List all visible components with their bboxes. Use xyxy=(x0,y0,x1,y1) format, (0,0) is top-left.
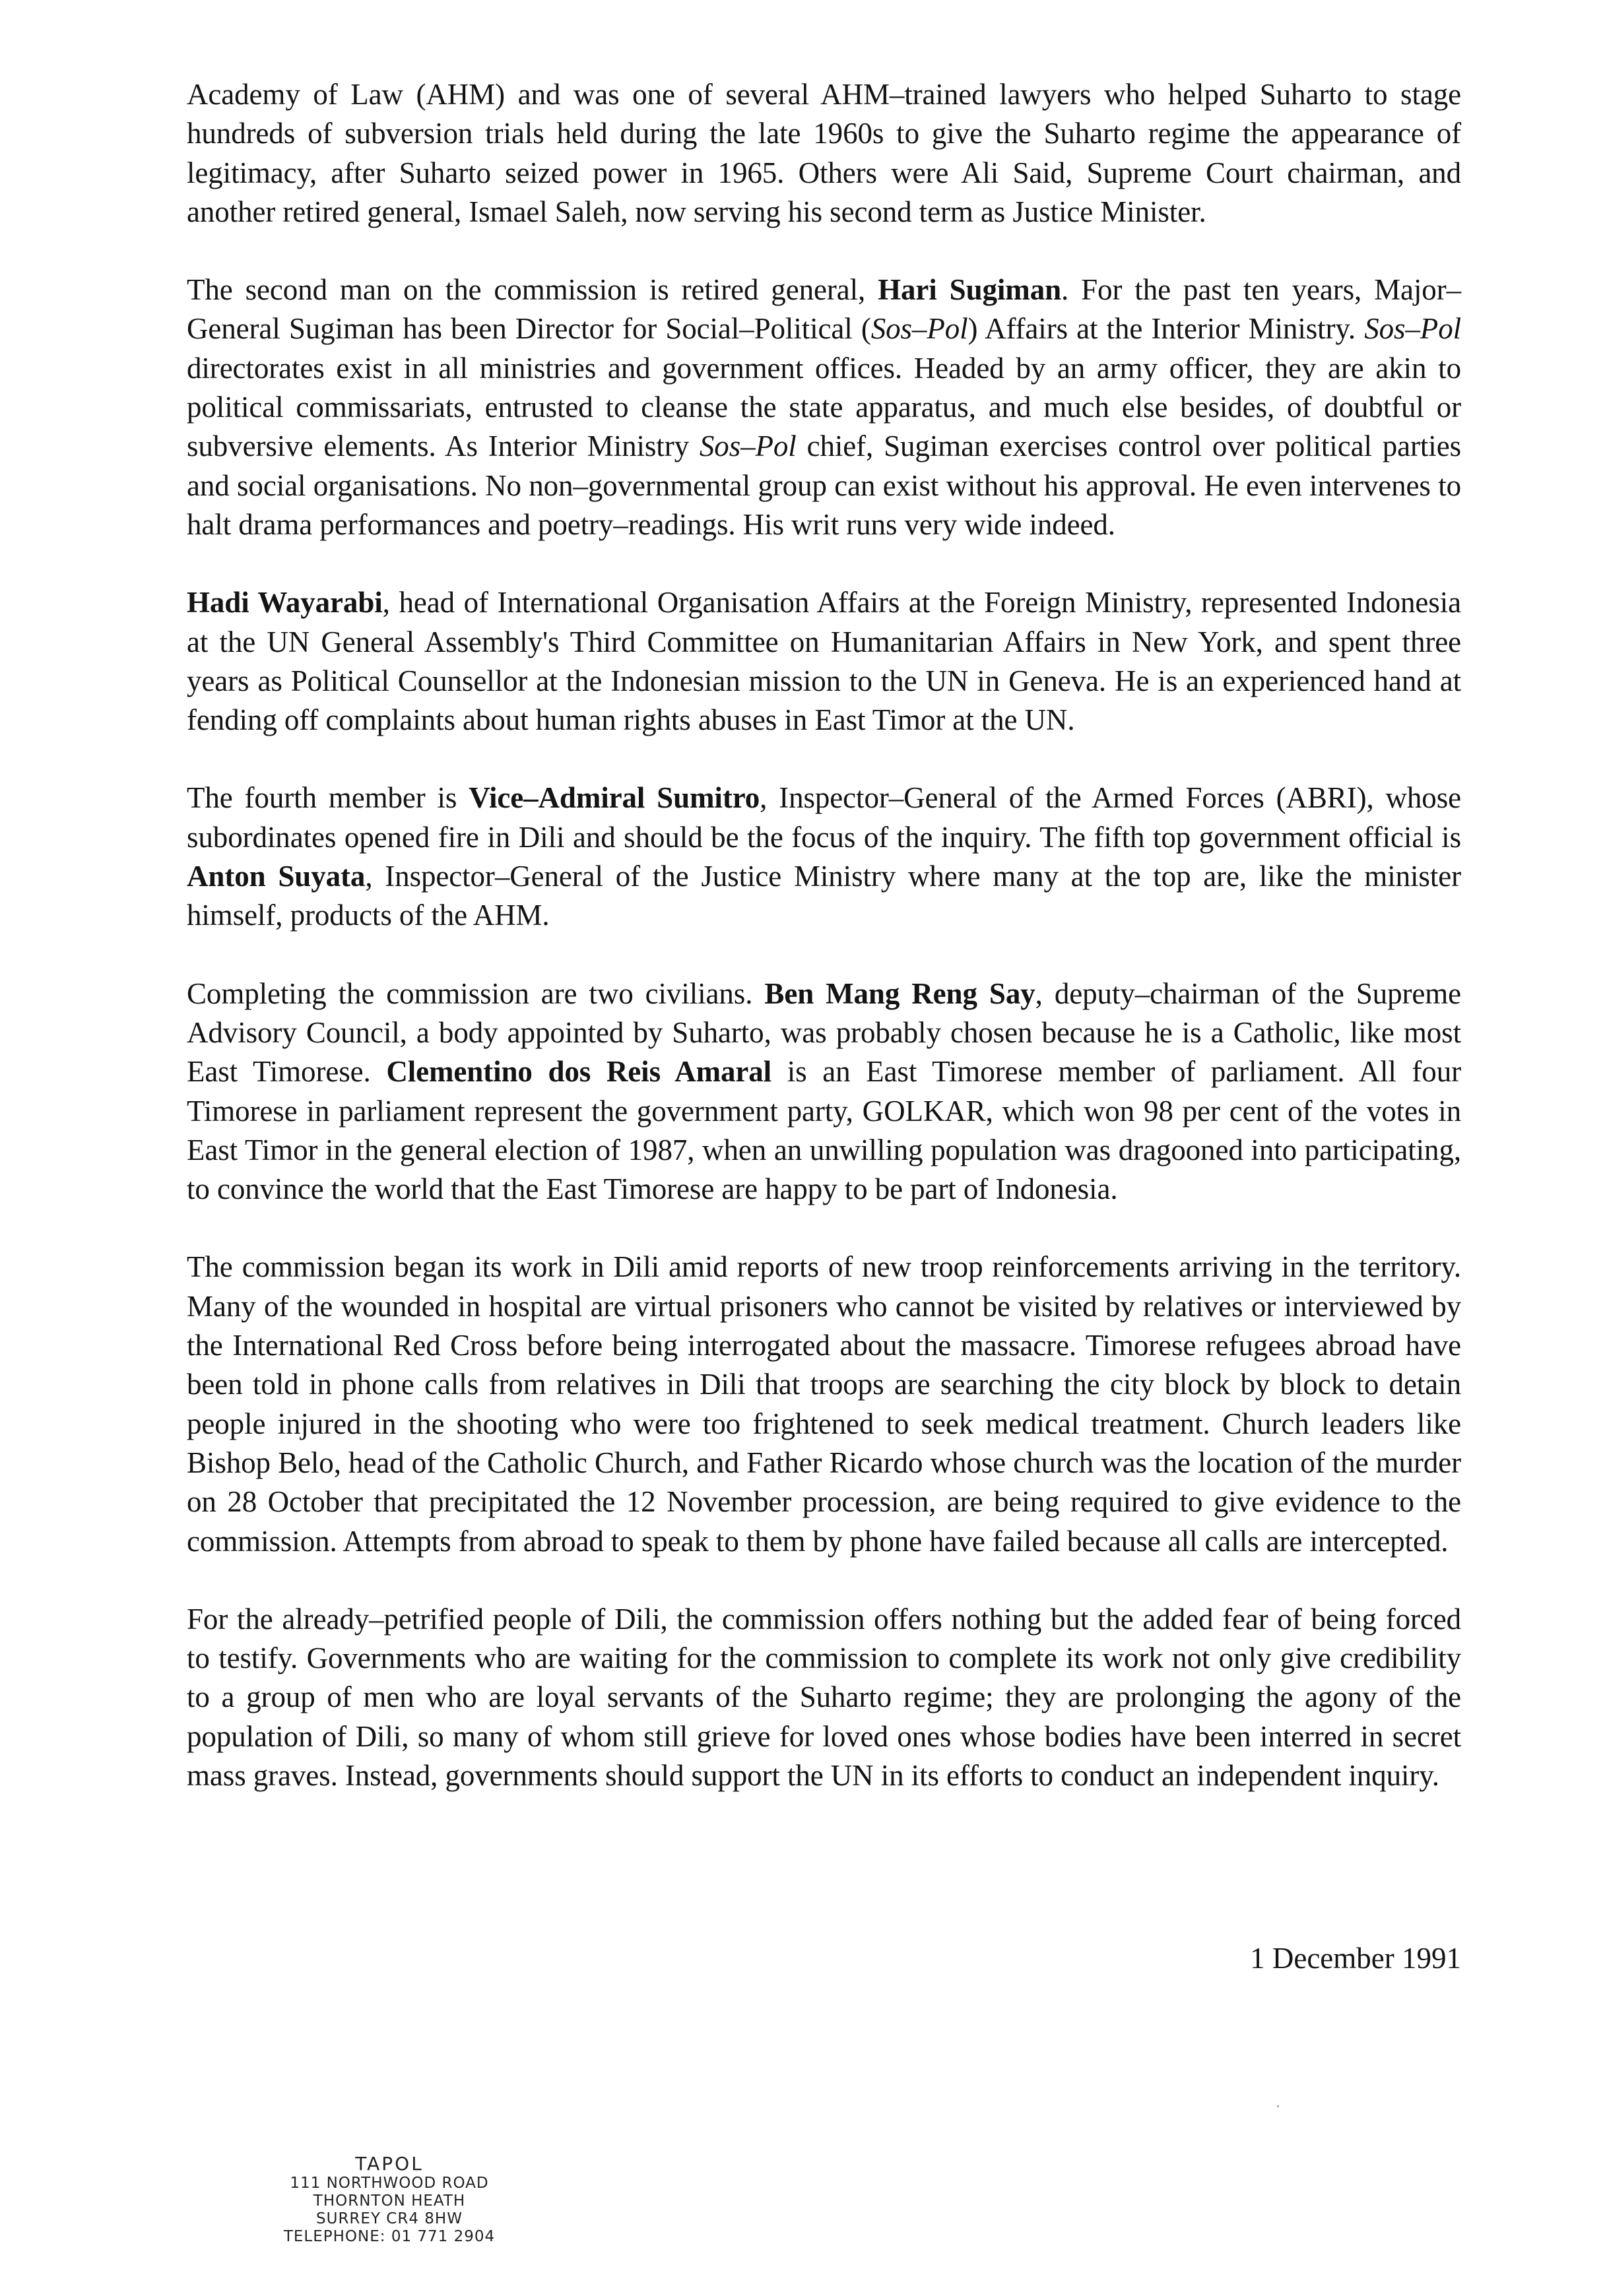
text-run: The commission began its work in Dili amid reports of new troop reinforcements arriving in the territory. Many of the wounded in hospital are virtual prisoners who cannot be visited by relatives or interviewed by the International Red Cross before being interrogated about the massacre. Timorese refugees abroad have been told in phone calls from relatives in Dili that troops are searching the city block by block to detain people injured in the shooting who were too frightened to seek medical treatment. Church leaders like Bishop Belo, head of the Catholic Church, and Father Ricardo whose church was the location of the murder on 28 October that precipitated the 12 November procession, are being required to give evidence to the commission. Attempts from abroad to speak to them by phone have failed because all calls are intercepted. xyxy=(187,1250,1461,1558)
text-run: , Inspector–General of the Justice Ministry where many at the top are, like the minister himself, products of the AHM. xyxy=(187,860,1461,932)
stamp-address-line: 111 NORTHWOOD ROAD xyxy=(290,2175,489,2192)
document-body xyxy=(187,75,1461,1795)
text-run: , head of International Organisation Affairs at the Foreign Ministry, represented Indonesia at the UN General Assembly's Third Committee on Humanitarian Affairs in New York, and spent three years as Political Counsellor at the Indonesian mission to the UN in Geneva. He is an experienced hand at fending off complaints about human rights abuses in East Timor at the UN. xyxy=(187,586,1461,737)
paragraph xyxy=(187,75,1461,232)
italic-term: Sos–Pol xyxy=(699,430,797,463)
text-run: . For the past ten years, Major–General Sugiman has been Director for Social–Political ( xyxy=(187,273,1461,346)
stamp-address-line: THORNTON HEATH xyxy=(313,2192,466,2210)
text-run: The second man on the commission is retired general, xyxy=(187,273,878,307)
paragraph xyxy=(187,974,1461,1209)
text-run: Completing the commission are two civilians. xyxy=(187,976,765,1010)
stamp-telephone: TELEPHONE: 01 771 2904 xyxy=(283,2228,496,2245)
person-name: Hari Sugiman xyxy=(878,273,1062,307)
person-name: Hadi Wayarabi xyxy=(187,586,383,620)
scan-speck xyxy=(1277,2105,1279,2107)
paragraph xyxy=(187,583,1461,740)
text-run: , Inspector–General of the Armed Forces (ABRI), whose subordinates opened fire in Dili and should be the focus of the inquiry. The fifth top government official is xyxy=(187,781,1461,854)
paragraph xyxy=(187,271,1461,544)
text-run: For the already–petrified people of Dili, the commission offers nothing but the added fear of being forced to testify. Governments who are waiting for the commission to complete its work not only give credibility to a group of men who are loyal servants of the Suharto regime; they are prolonging the agony of the population of Dili, so many of whom still grieve for loved ones whose bodies have been interred in secret mass graves. Instead, governments should support the UN in its efforts to conduct an independent inquiry. xyxy=(187,1602,1461,1792)
person-name: Vice–Admiral Sumitro xyxy=(469,781,760,815)
italic-term: Sos–Pol xyxy=(1364,312,1461,346)
paragraph xyxy=(187,779,1461,935)
stamp-address-line: SURREY CR4 8HW xyxy=(316,2210,463,2227)
person-name: Clementino dos Reis Amaral xyxy=(386,1055,772,1089)
text-run: directorates exist in all ministries and government offices. Headed by an army officer, they are akin to political commissariats, entrusted to cleanse the state apparatus, and much else besides, of doubtful or subversive elements. As Interior Ministry xyxy=(187,351,1461,463)
text-run: , deputy–chairman of the Supreme Advisory Council, a body appointed by Suharto, was probably chosen because he is a Catholic, like most East Timorese. xyxy=(187,976,1462,1089)
text-run: Academy of Law (AHM) and was one of several AHM–trained lawyers who helped Suharto to stage hundreds of subversion trials held during the late 1960s to give the Suharto regime the appearance of legitimacy, after Suharto seized power in 1965. Others were Ali Said, Supreme Court chairman, and another retired general, Ismael Saleh, now serving his second term as Justice Minister. xyxy=(187,78,1461,228)
stamp-organisation: TAPOL xyxy=(355,2153,424,2175)
person-name: Ben Mang Reng Say xyxy=(764,976,1035,1010)
person-name: Anton Suyata xyxy=(187,860,366,893)
text-run: chief, Sugiman exercises control over political parties and social organisations. No non–governmental group can exist without his approval. He even intervenes to halt drama performances and poetry–readings. His writ runs very wide indeed. xyxy=(187,430,1461,541)
paragraph xyxy=(187,1600,1461,1795)
paragraph xyxy=(187,1248,1461,1560)
address-stamp xyxy=(241,2153,538,2246)
document-date: 1 December 1991 xyxy=(1250,1942,1461,1975)
text-run: is an East Timorese member of parliament. All four Timorese in parliament represent the government party, GOLKAR, which won 98 per cent of the votes in East Timor in the general election of 1987, when an unwilling population was dragooned into participating, to convince the world that the East Timorese are happy to be part of Indonesia. xyxy=(187,1055,1461,1206)
italic-term: Sos–Pol xyxy=(870,312,968,346)
text-run: The fourth member is xyxy=(187,781,469,815)
text-run: ) Affairs at the Interior Ministry. xyxy=(967,312,1365,346)
